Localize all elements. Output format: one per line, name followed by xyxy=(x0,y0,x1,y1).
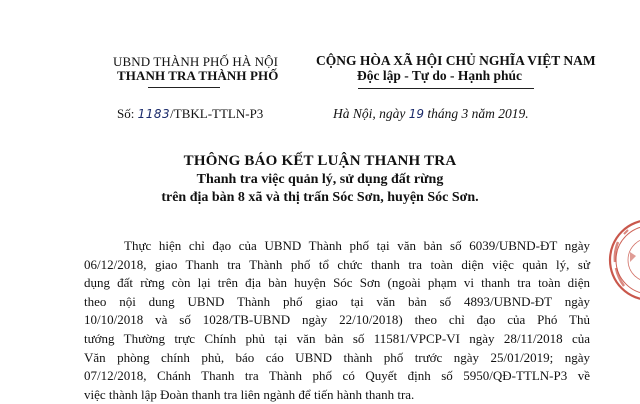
agency-underline xyxy=(148,87,220,88)
place-and-date xyxy=(333,106,529,122)
official-stamp-icon xyxy=(604,212,640,312)
paragraph-line: Thực hiện chỉ đạo của UBND Thành phố tại văn bản số 6039/UBND-ĐT ngày xyxy=(124,238,590,253)
paragraph-line: tướng Thường trực Chính phủ tại văn bản số 11581/VPCP-VI ngày 28/11/2018 của xyxy=(84,330,590,346)
paragraph-line: 10/10/2018 và số 1028/TB-UBND ngày 22/10/2018) theo chỉ đạo của Phó Thủ xyxy=(84,312,590,328)
document-subtitle-line-2: trên địa bàn 8 xã và thị trấn Sóc Sơn, huyện Sóc Sơn. xyxy=(161,190,479,205)
document-number-prefix: Số: xyxy=(117,106,138,121)
document-title: THÔNG BÁO KẾT LUẬN THANH TRA xyxy=(183,153,457,169)
document-number-handwritten: 1183 xyxy=(137,107,171,121)
place-date-prefix: Hà Nội, ngày xyxy=(333,106,409,121)
paragraph-line: dụng đất rừng còn lại trên địa bàn huyện Sóc Sơn (ngoài phạm vi thanh tra toàn diện xyxy=(84,275,590,291)
paragraph-line: theo nội dung UBND Thành phố giao tại văn bản số 4893/UBND-ĐT ngày xyxy=(84,293,590,309)
motto-underline xyxy=(358,88,534,89)
paragraph-line: Văn phòng chính phủ, báo cáo UBND thành phố trước ngày 25/01/2019; ngày xyxy=(84,349,590,365)
place-date-suffix: tháng 3 năm 2019. xyxy=(424,106,529,121)
national-motto: Độc lập - Tự do - Hạnh phúc xyxy=(357,68,523,83)
document-number-suffix: /TBKL-TTLN-P3 xyxy=(170,106,264,121)
agency-name: THANH TRA THÀNH PHỐ xyxy=(117,68,279,83)
national-title: CỘNG HÒA XÃ HỘI CHỦ NGHĨA VIỆT NAM xyxy=(316,53,596,68)
document-number xyxy=(117,106,263,122)
paragraph-line: việc thành lập Đoàn thanh tra liên ngành để tiến hành thanh tra. xyxy=(84,386,415,402)
body-paragraph xyxy=(84,237,590,404)
date-day-handwritten: 19 xyxy=(408,107,425,121)
paragraph-line: 06/12/2018, giao Thanh tra Thành phố tổ chức thanh tra toàn diện việc quản lý, sử xyxy=(84,256,590,272)
document-subtitle-line-1: Thanh tra việc quản lý, sử dụng đất rừng xyxy=(196,172,444,187)
agency-parent: UBND THÀNH PHỐ HÀ NỘI xyxy=(113,54,279,69)
paragraph-line: 07/12/2018, Chánh Thanh tra Thành phố có Quyết định số 5950/QĐ-TTLN-P3 về xyxy=(84,368,590,384)
